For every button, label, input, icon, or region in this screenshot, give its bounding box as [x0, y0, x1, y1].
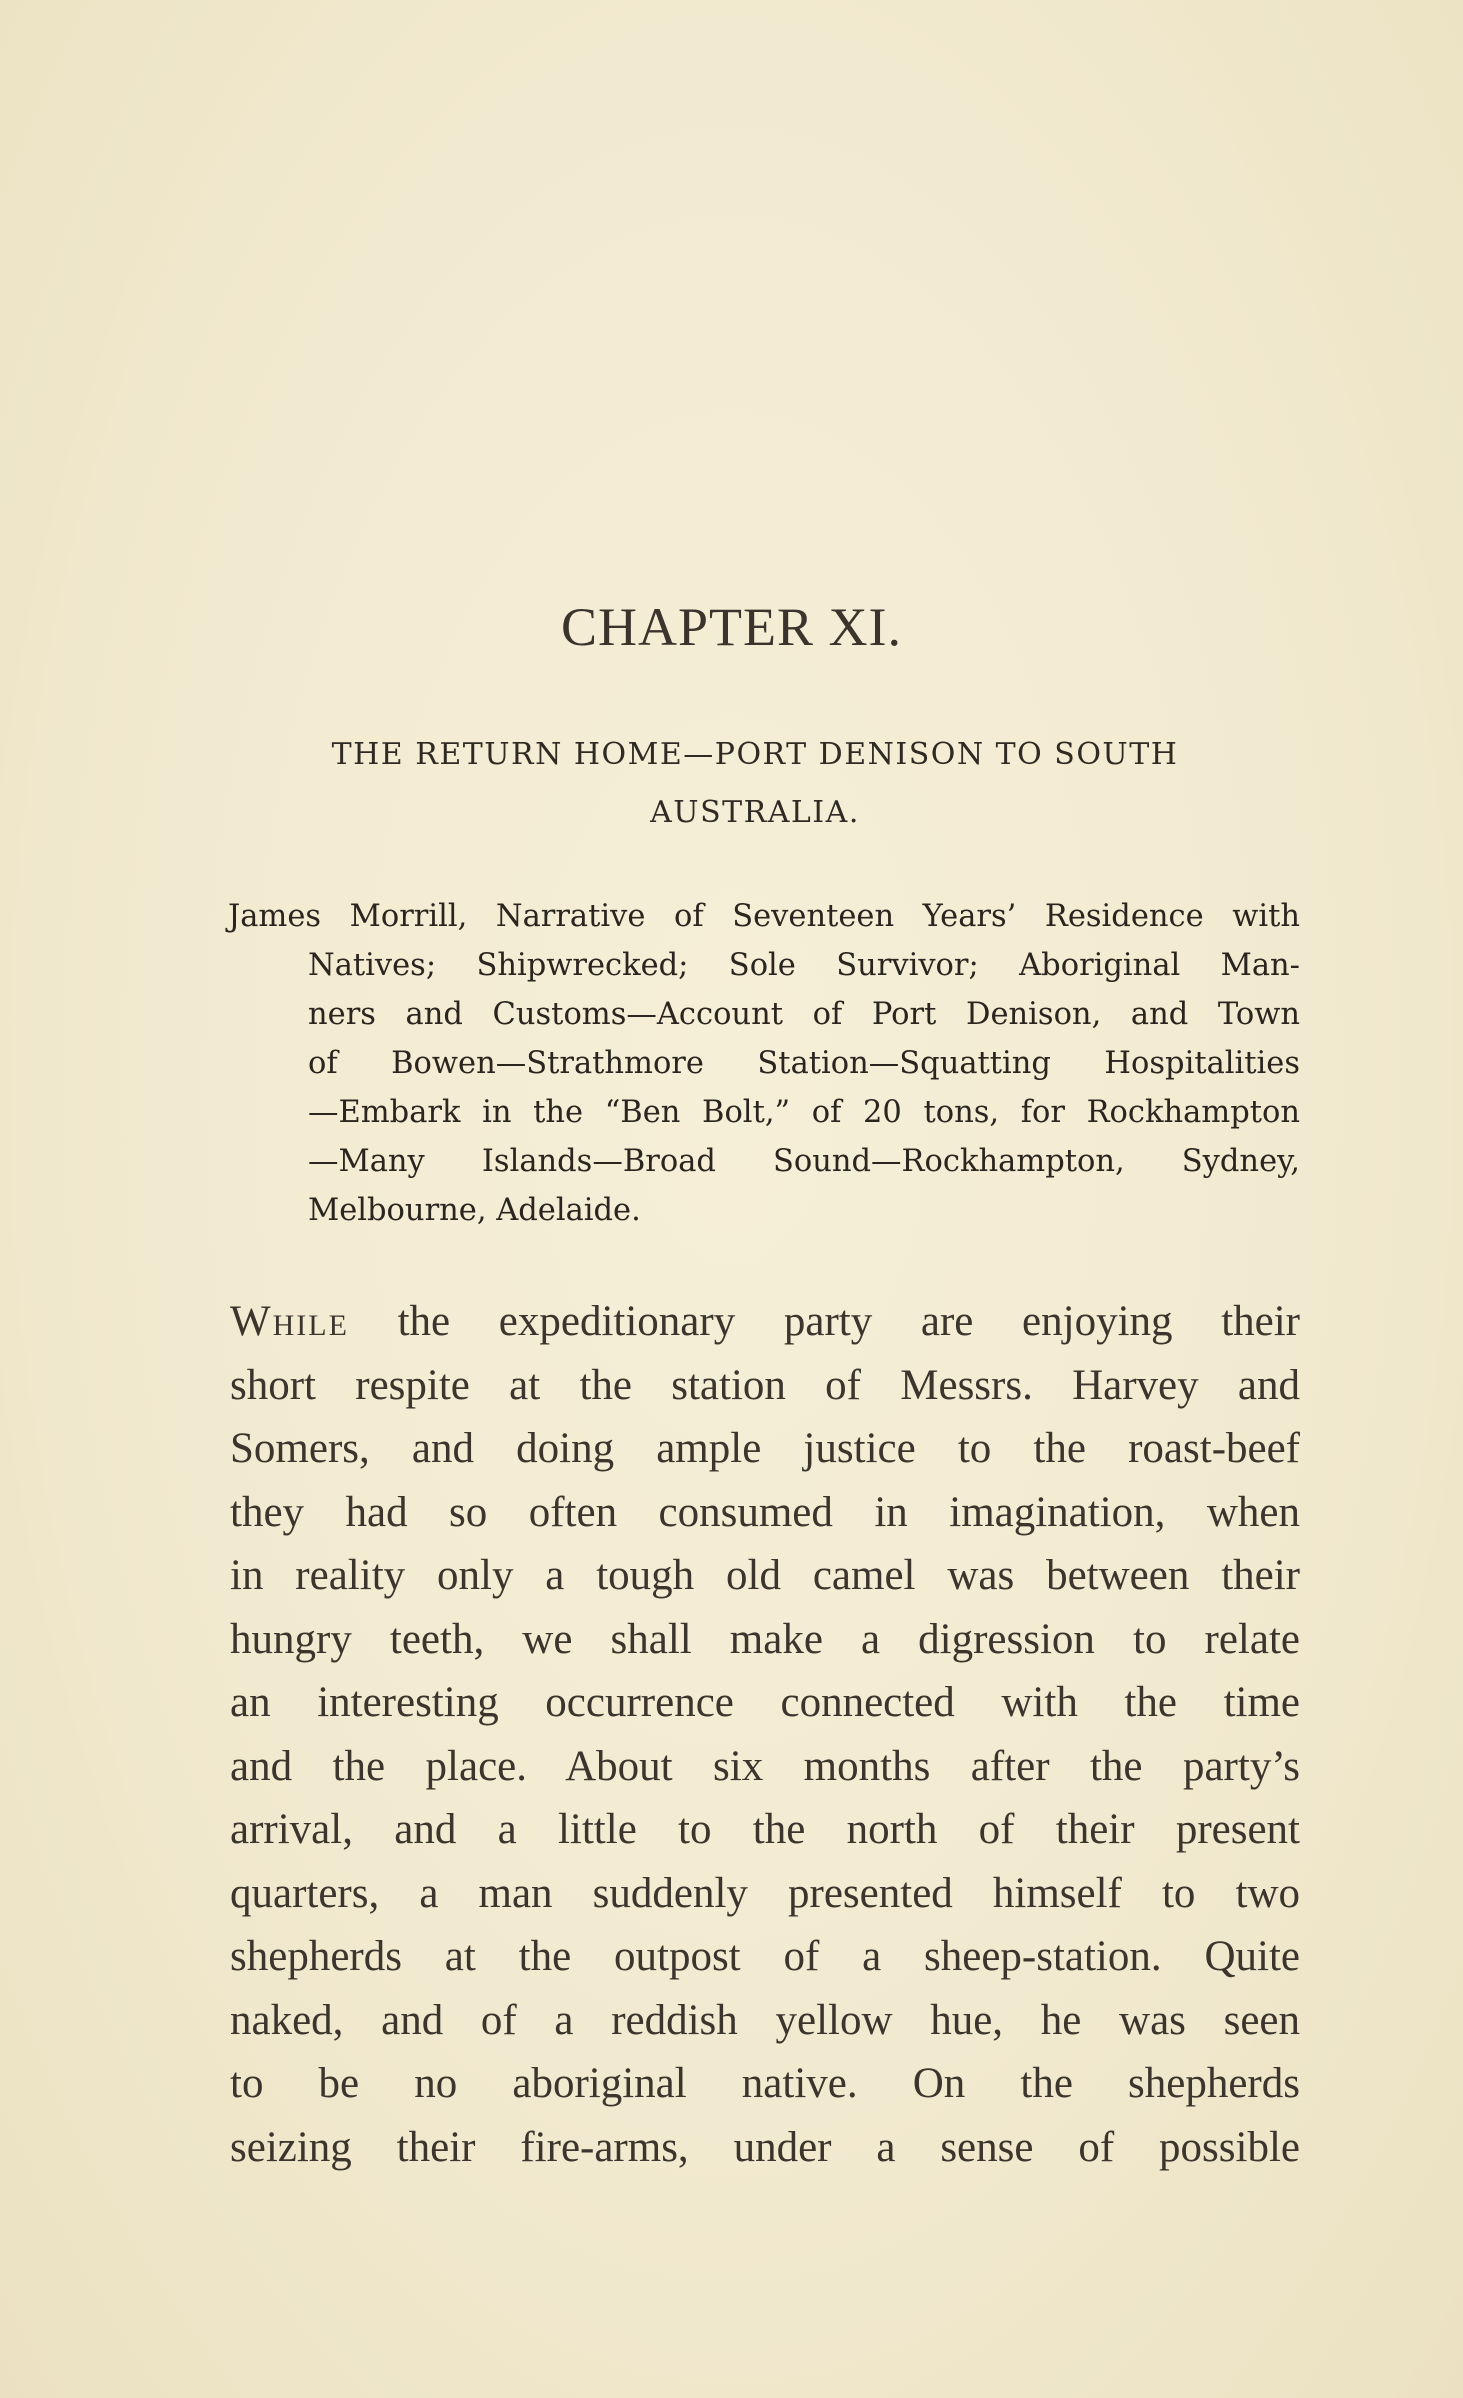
- synopsis-line: Melbourne, Adelaide.: [308, 1193, 641, 1228]
- body-line-first: [230, 1290, 1300, 1354]
- chapter-subtitle-line-1: THE RETURN HOME—PORT DENISON TO SOUTH: [331, 737, 1179, 772]
- chapter-title: CHAPTER XI.: [560, 597, 902, 657]
- body-line: Somers, and doing ample justice to the roast-beef: [230, 1425, 1300, 1472]
- first-line-rest: the expeditionary party are enjoying their: [348, 1298, 1300, 1345]
- body-line: and the place. About six months after the party’s: [230, 1742, 1300, 1790]
- body-line: arrival, and a little to the north of their present: [230, 1806, 1300, 1853]
- chapter-synopsis: [228, 892, 1300, 1235]
- body-line: quarters, a man suddenly presented himself to two: [230, 1869, 1300, 1917]
- body-line: they had so often consumed in imagination, when: [230, 1488, 1300, 1536]
- chapter-subtitle-line-2: AUSTRALIA.: [650, 795, 860, 830]
- body-paragraph: [230, 1290, 1300, 2179]
- body-line: shepherds at the outpost of a sheep-station. Quite: [230, 1933, 1300, 1980]
- body-line: to be no aboriginal native. On the shepherds: [230, 2060, 1300, 2107]
- chapter-subtitle: [290, 726, 1220, 842]
- drop-word: While: [230, 1298, 349, 1345]
- synopsis-line: —Many Islands—Broad Sound—Rockhampton, Sydney,: [308, 1144, 1300, 1179]
- synopsis-line: James Morrill, Narrative of Seventeen Years’ Residence with: [228, 899, 1300, 934]
- body-line: an interesting occurrence connected with the time: [230, 1679, 1300, 1726]
- body-line: naked, and of a reddish yellow hue, he was seen: [230, 1996, 1300, 2044]
- body-line: in reality only a tough old camel was between their: [230, 1552, 1300, 1599]
- synopsis-line: —Embark in the “Ben Bolt,” of 20 tons, for Rockhampton: [308, 1095, 1300, 1130]
- synopsis-line: of Bowen—Strathmore Station—Squatting Hospitalities: [308, 1046, 1300, 1081]
- synopsis-line: Natives; Shipwrecked; Sole Survivor; Aboriginal Man-: [308, 948, 1300, 983]
- body-line: hungry teeth, we shall make a digression to relate: [230, 1615, 1300, 1663]
- body-line: short respite at the station of Messrs. Harvey and: [230, 1361, 1300, 1409]
- synopsis-line: ners and Customs—Account of Port Denison, and Town: [308, 997, 1300, 1032]
- body-line: seizing their fire-arms, under a sense of possible: [230, 2123, 1300, 2171]
